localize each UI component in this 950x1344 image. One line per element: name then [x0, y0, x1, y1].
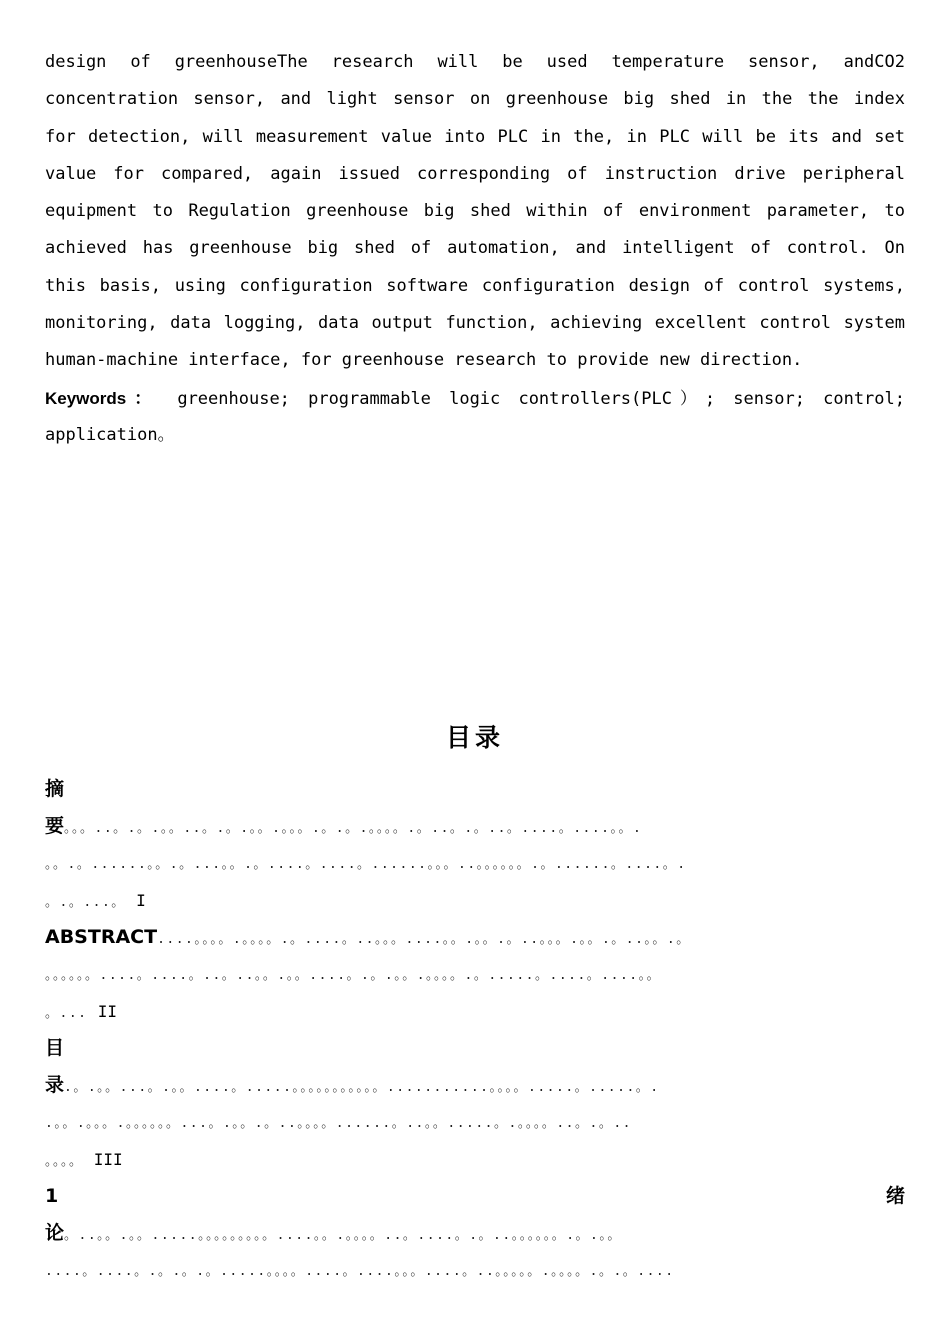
toc-entry-abstract-cn[interactable] — [45, 771, 905, 808]
toc-entry-line — [45, 882, 905, 919]
toc-entry-title: 目 — [45, 1037, 65, 1059]
toc-entry-line — [45, 845, 905, 882]
toc-entry-title: 绪 — [885, 1185, 905, 1207]
toc-entry-line — [45, 1067, 905, 1104]
toc-leader-dots: 。..。。.。。.....。。。。。。。。。....。。.。。。。..。....。.。..。。。。。。.。.。。 — [64, 1228, 622, 1243]
toc-leader-dots: ....。。。。.。。。。.。....。..。。。....。。.。。.。..。。。.。。.。..。。.。 — [157, 932, 691, 947]
toc-leader-dots: 。。。。 — [45, 1154, 84, 1169]
keywords-text: greenhouse; programmable logic controllers(PLC）; sensor; control; — [159, 388, 905, 409]
toc-entry-title: 摘 — [45, 778, 65, 800]
abstract-line: for detection, will measurement value into PLC in the, in PLC will be its and set — [45, 126, 905, 147]
toc-leader-dots: 。.。...。 — [45, 895, 126, 910]
toc-leader-dots: .。。.。。。.。。。。。。...。.。。.。..。。。。......。..。。.....。.。。。。..。.。.. — [45, 1116, 632, 1131]
abstract-line: equipment to Regulation greenhouse big shed within of environment parameter, to — [45, 201, 905, 222]
toc-entry-line — [45, 1215, 905, 1252]
toc-entry-title: 论 — [45, 1222, 65, 1244]
toc-entry-title: 要 — [45, 815, 65, 837]
toc-leader-dots: 。... — [45, 1006, 88, 1021]
keywords-line — [45, 380, 905, 417]
toc-entry-line — [45, 1141, 905, 1178]
abstract-line: value for compared, again issued corresponding of instruction drive peripheral — [45, 163, 905, 184]
toc-title: 目录 — [445, 723, 504, 752]
abstract-line: monitoring, data logging, data output function, achieving excellent control system — [45, 313, 905, 334]
toc-entry-title: ABSTRACT — [45, 926, 158, 948]
toc-entry-line — [45, 1252, 905, 1289]
toc-page-number: III — [93, 1150, 123, 1169]
toc-leader-dots: .。.。。...。.。。....。.....。。。。。。。。。。。...........。。。。.....。.....。. — [64, 1080, 660, 1095]
abstract-line: achieved has greenhouse big shed of automation, and intelligent of control. On — [45, 238, 905, 259]
toc-leader-dots: 。。。。。。....。....。..。..。。.。。....。.。.。。.。。。。.。.....。....。....。。 — [45, 968, 662, 983]
keywords-label: Keywords： — [45, 388, 160, 408]
toc-leader-dots: ....。....。.。.。.。.....。。。。....。....。。。....。..。。。。。.。。。。.。.。.... — [45, 1264, 675, 1279]
toc-entry-title: 录 — [45, 1074, 65, 1096]
abstract-line: this basis, using configuration software configuration design of control systems, — [45, 275, 905, 296]
toc-leader-dots: 。。.。......。。.。...。。.。....。....。......。。。..。。。。。。.。......。....。. — [45, 857, 687, 872]
abstract-section — [45, 44, 905, 454]
toc-entry-contents[interactable] — [45, 1030, 905, 1067]
toc-entry-line — [45, 1104, 905, 1141]
abstract-line: design of greenhouseThe research will be used temperature sensor, andCO2 — [45, 52, 905, 72]
toc-entry-line — [45, 993, 905, 1030]
toc-page-number: II — [97, 1002, 117, 1021]
toc-entry-line — [45, 956, 905, 993]
table-of-contents — [45, 771, 905, 1289]
abstract-line: concentration sensor, and light sensor on greenhouse big shed in the the index — [45, 89, 905, 110]
keywords-line-continued: application。 — [45, 424, 175, 445]
toc-entry-chapter-1[interactable] — [45, 1178, 905, 1215]
toc-entry-line — [45, 808, 905, 845]
toc-leader-dots: 。。。..。.。.。。..。.。.。。.。。。.。.。.。。。。.。..。.。..。....。....。。. — [64, 821, 643, 836]
toc-chapter-number: 1 — [45, 1185, 59, 1207]
toc-entry-abstract-en[interactable] — [45, 919, 905, 956]
abstract-line: human-machine interface, for greenhouse research to provide new direction. — [45, 350, 803, 371]
toc-page-number: I — [136, 891, 146, 910]
